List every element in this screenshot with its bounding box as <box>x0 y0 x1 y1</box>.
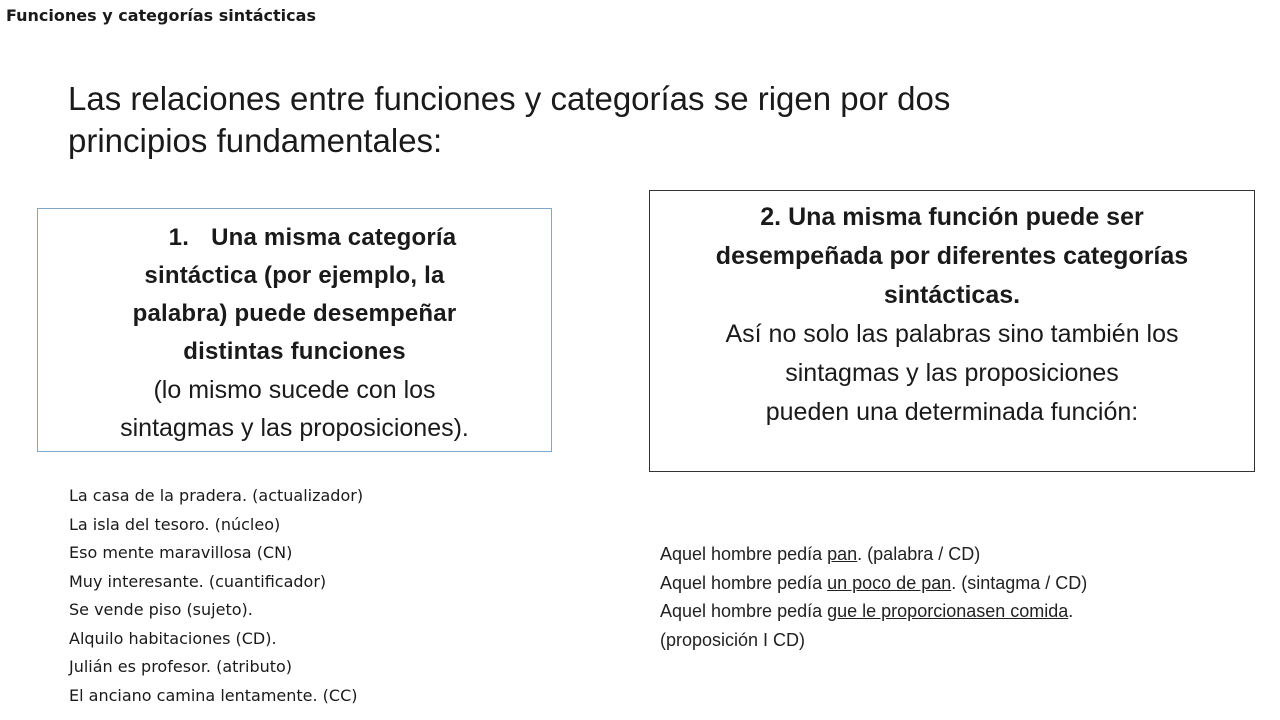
principle-1-note <box>38 371 551 447</box>
main-heading-line: Las relaciones entre funciones y categorías se rigen por dos <box>68 80 951 117</box>
example-item <box>660 569 1087 598</box>
example-item: Julián es profesor. (atributo) <box>69 657 293 676</box>
category-examples-list <box>69 482 363 710</box>
example-suffix: . (palabra / CD) <box>857 544 981 564</box>
principle-2-body-line: pueden una determinada función: <box>765 398 1139 426</box>
principle-2-lead-line: sintácticas. <box>883 281 1021 309</box>
principle-2-box <box>649 190 1255 472</box>
page-title: Funciones y categorías sintácticas <box>6 6 316 25</box>
principle-1-line: palabra) puede desempeñar <box>132 300 457 327</box>
example-item: La casa de la pradera. (actualizador) <box>69 486 364 505</box>
function-examples-list <box>660 540 1087 654</box>
example-prefix: Aquel hombre pedía <box>660 572 828 593</box>
example-underlined: gue le proporcionasen comida <box>827 601 1069 621</box>
principle-2-body-line: sintagmas y las proposiciones <box>785 359 1119 387</box>
example-item: El anciano camina lentamente. (CC) <box>69 685 358 705</box>
example-underlined: un poco de pan <box>827 572 952 593</box>
principle-2-lead-line: desempeñada por diferentes categorías <box>715 242 1189 270</box>
example-prefix: Aquel hombre pedía <box>660 544 828 564</box>
principle-1-note-line: (lo mismo sucede con los <box>153 376 436 404</box>
example-item <box>660 626 1087 655</box>
example-underlined: pan <box>827 544 858 564</box>
example-item: Eso mente maravillosa (CN) <box>69 543 293 562</box>
main-heading <box>68 78 1188 162</box>
example-item <box>660 540 1087 569</box>
principle-1-line: sintáctica (por ejemplo, la <box>144 262 445 289</box>
example-item: La isla del tesoro. (núcleo) <box>69 514 281 534</box>
example-item: Alquilo habitaciones (CD). <box>69 628 277 648</box>
example-item <box>660 597 1087 626</box>
principle-2-body-line: Así no solo las palabras sino también los <box>725 320 1179 348</box>
example-item: Muy interesante. (cuantificador) <box>69 571 327 591</box>
example-suffix: . <box>1068 601 1074 621</box>
principle-1-box <box>37 208 552 452</box>
principle-2-lead <box>650 198 1254 315</box>
principle-1-note-line: sintagmas y las proposiciones). <box>120 414 469 442</box>
main-heading-line: principios fundamentales: <box>68 122 443 159</box>
example-prefix: Aquel hombre pedía <box>660 601 828 621</box>
example-suffix: . (sintagma / CD) <box>951 572 1088 593</box>
principle-2-lead-line: 2. Una misma función puede ser <box>760 203 1144 231</box>
principle-1-line <box>38 219 551 257</box>
principle-1-line: distintas funciones <box>183 338 406 365</box>
principle-1-lead <box>38 219 551 371</box>
principle-1-number: 1. <box>168 224 190 251</box>
principle-2-body <box>650 315 1254 432</box>
principle-1-line-text: Una misma categoría <box>211 224 457 251</box>
example-item: Se vende piso (sujeto). <box>69 600 253 619</box>
example-prefix: (proposición I CD) <box>660 629 806 650</box>
